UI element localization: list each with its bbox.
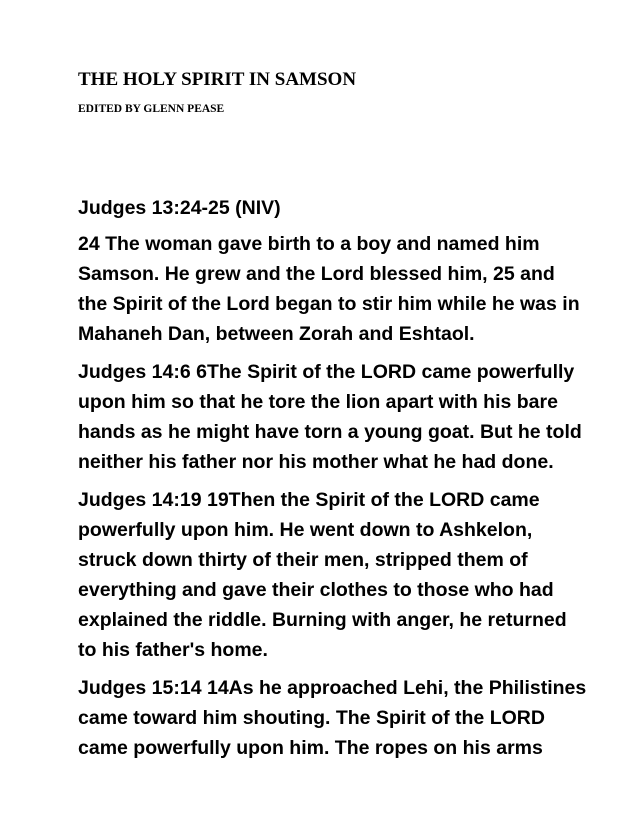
paragraph-judges-15-14 [78,673,593,763]
document-page [78,68,593,763]
text-line: powerfully upon him. He went down to Ashkelon, [78,519,533,541]
text-line: Judges 15:14 14As he approached Lehi, the Philistines [78,677,587,699]
text-line: to his father's home. [78,639,268,661]
text-line: Judges 14:6 6The Spirit of the LORD came powerfully [78,361,575,383]
text-line: the Spirit of the Lord began to stir him while he was in [78,293,580,315]
paragraph-judges-14-19 [78,485,593,665]
text-line: hands as he might have torn a young goat. But he told [78,421,582,443]
text-line: neither his father nor his mother what he had done. [78,451,554,473]
text-line: came powerfully upon him. The ropes on his arms [78,737,543,759]
document-byline: EDITED BY GLENN PEASE [78,103,225,115]
text-line: upon him so that he tore the lion apart with his bare [78,391,558,413]
text-line: Judges 14:19 19Then the Spirit of the LORD came [78,489,540,511]
text-line: everything and gave their clothes to those who had [78,579,554,601]
document-title: THE HOLY SPIRIT IN SAMSON [78,69,357,90]
text-line: came toward him shouting. The Spirit of the LORD [78,707,545,729]
text-line: Samson. He grew and the Lord blessed him, 25 and [78,263,555,285]
paragraph-judges-13 [78,229,593,349]
reference-heading: Judges 13:24-25 (NIV) [78,197,281,219]
text-line: struck down thirty of their men, stripped them of [78,549,528,571]
paragraph-judges-14-6 [78,357,593,477]
text-line: Mahaneh Dan, between Zorah and Eshtaol. [78,323,475,345]
text-line: explained the riddle. Burning with anger, he returned [78,609,567,631]
text-line: 24 The woman gave birth to a boy and named him [78,233,540,255]
